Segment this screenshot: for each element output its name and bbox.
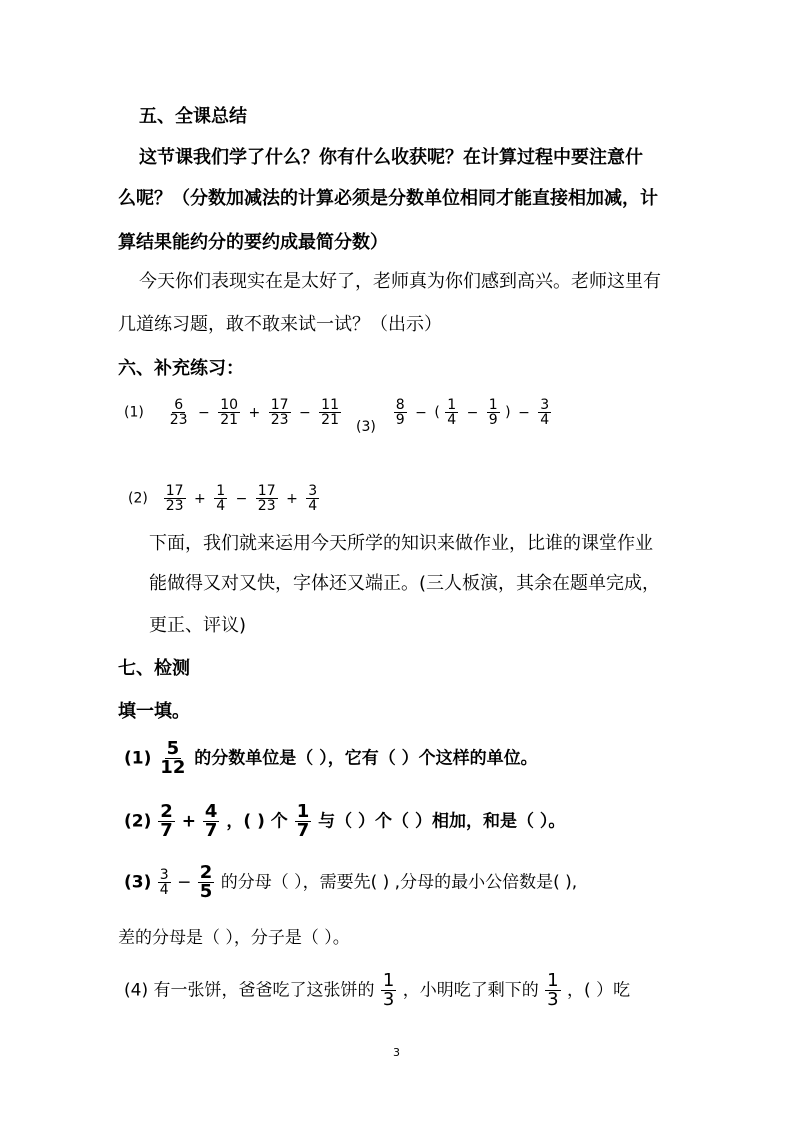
fraction: $\frac{6}{23}$ — [169, 397, 188, 428]
fraction: $\frac{2}{7}$ — [160, 801, 173, 841]
problem-label: (2) — [128, 490, 148, 507]
fraction: $\frac{17}{23}$ — [257, 483, 276, 514]
section5-line1: 这节课我们学了什么？你有什么收获呢？在计算过程中要注意什 — [139, 147, 643, 168]
fraction: $\frac{17}{23}$ — [165, 483, 184, 514]
fraction: $\frac{1}{3}$ — [382, 970, 395, 1010]
question-2: (2) $\frac{2}{7}$ + $\frac{4}{7}$ ，( ) 个 $\frac{1}{7}$ 与（ ）个（ ）相加，和是（ ）。 — [124, 801, 566, 841]
question-text: 与（ ）个（ ）相加，和是（ ）。 — [318, 811, 566, 832]
fraction: $\frac{10}{21}$ — [220, 397, 239, 428]
fraction: $\frac{1}{7}$ — [296, 801, 310, 841]
question-1 — [124, 740, 538, 777]
problem-label: (1) — [124, 404, 144, 421]
section5-heading: 五、全课总结 — [139, 106, 247, 127]
question-label: (1) — [124, 748, 152, 769]
fraction: $\frac{5}{12}$ — [160, 738, 186, 778]
problem-label: (3) — [356, 418, 376, 435]
fraction: $\frac{3}{4}$ — [308, 483, 318, 514]
section7-heading: 七、检测 — [118, 658, 190, 679]
section6-heading: 六、补充练习： — [118, 358, 244, 379]
section6-para3: 更正、评议) — [149, 615, 247, 636]
fraction: $\frac{1}{9}$ — [488, 397, 498, 428]
question-text: ，小明吃了剩下的 — [402, 980, 539, 1001]
question-text: 有一张饼，爸爸吃了这张饼的 — [153, 980, 375, 1001]
question-3: (3) $\frac{3}{4}$ − $\frac{2}{5}$ 的分母（ ），需要先( ) ,分母的最小公倍数是( ), — [124, 862, 578, 902]
question-text: ，( ) 个 — [226, 811, 288, 832]
fraction: $\frac{11}{21}$ — [321, 397, 339, 428]
problem-1: (1) $\frac{6}{23}$ − $\frac{10}{21}$ + $\frac{17}{23}$ − $\frac{11}{21}$ — [124, 397, 339, 428]
section5-line4: 今天你们表现实在是太好了，老师真为你们感到高兴。老师这里有 — [139, 271, 661, 292]
problem-3: (3) $\frac{8}{9}$ − ( $\frac{1}{4}$ − $\frac{1}{9}$ ) − $\frac{3}{4}$ — [356, 397, 550, 435]
section5-line5: 几道练习题，敢不敢来试一试？（出示） — [118, 314, 442, 335]
fraction: $\frac{1}{3}$ — [547, 970, 559, 1010]
section6-para1: 下面，我们就来运用今天所学的知识来做作业，比谁的课堂作业 — [149, 533, 653, 554]
problem-2: (2) $\frac{17}{23}$ + $\frac{1}{4}$ − $\frac{17}{23}$ + $\frac{3}{4}$ — [128, 483, 318, 514]
section5-line2: 么呢？（分数加减法的计算必须是分数单位相同才能直接相加减，计 — [118, 188, 658, 209]
question-label: (3) — [124, 872, 152, 893]
question-label: (2) — [124, 811, 152, 832]
fraction: $\frac{3}{4}$ — [159, 867, 169, 898]
page-number: 3 — [393, 1046, 400, 1059]
question-3-cont: 差的分母是（ ），分子是（ ）。 — [118, 928, 350, 948]
question-text: 的分母（ ），需要先( ) ,分母的最小公倍数是( ), — [220, 872, 578, 893]
fraction: $\frac{1}{4}$ — [216, 483, 226, 514]
fraction: $\frac{17}{23}$ — [270, 397, 289, 428]
fraction: $\frac{1}{4}$ — [447, 397, 457, 428]
section5-line3: 算结果能约分的要约成最简分数） — [118, 232, 388, 253]
section6-para2: 能做得又对又快，字体还又端正。(三人板演，其余在题单完成， — [149, 573, 661, 594]
section7-sub: 填一填。 — [118, 701, 190, 722]
fraction: $\frac{2}{5}$ — [199, 862, 213, 902]
fraction: $\frac{3}{4}$ — [540, 397, 550, 428]
fraction: $\frac{4}{7}$ — [204, 801, 218, 841]
question-label: (4) — [124, 980, 149, 1001]
question-4 — [124, 972, 630, 1009]
fraction: $\frac{8}{9}$ — [395, 397, 405, 428]
question-text: 的分数单位是（ ），它有（ ）个这样的单位。 — [194, 748, 538, 769]
question-text: ，( ）吃 — [567, 980, 631, 1001]
